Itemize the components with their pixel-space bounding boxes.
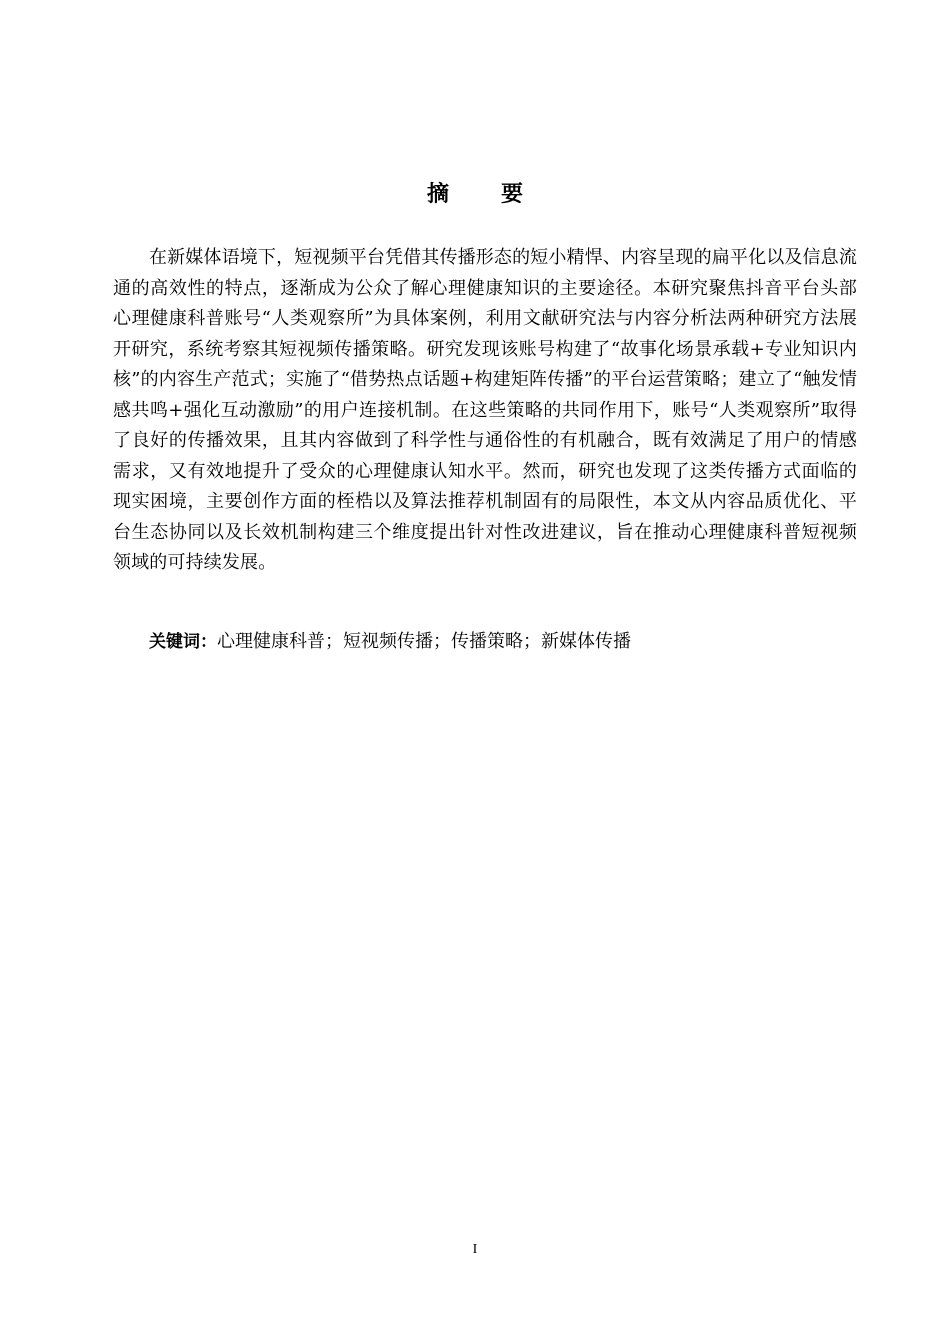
abstract-title-char-1: 摘 xyxy=(426,182,449,207)
abstract-body: 在新媒体语境下，短视频平台凭借其传播形态的短小精悍、内容呈现的扁平化以及信息流通的高效性的特点，逐渐成为公众了解心理健康知识的主要途径。本研究聚焦抖音平台头部心理健康科普账号“人类观察所”为具体案例，利用文献研究法与内容分析法两种研究方法展开研究，系统考察其短视频传播策略。研究发现该账号构建了“故事化场景承载+专业知识内核”的内容生产范式；实施了“借势热点话题+构建矩阵传播”的平台运营策略；建立了“触发情感共鸣+强化互动激励”的用户连接机制。在这些策略的共同作用下，账号“人类观察所”取得了良好的传播效果，且其内容做到了科学性与通俗性的有机融合，既有效满足了用户的情感需求，又有效地提升了受众的心理健康认知水平。然而，研究也发现了这类传播方式面临的现实困境，主要创作方面的桎梏以及算法推荐机制固有的局限性，本文从内容品质优化、平台生态协同以及长效机制构建三个维度提出针对性改进建议，旨在推动心理健康科普短视频领域的可持续发展。 xyxy=(113,247,857,573)
abstract-title xyxy=(0,180,950,210)
page-number: I xyxy=(472,1242,478,1257)
abstract-title-char-2: 要 xyxy=(501,182,524,207)
keywords-label: 关键词： xyxy=(149,632,217,652)
keywords-value: 心理健康科普；短视频传播；传播策略；新媒体传播 xyxy=(217,631,631,652)
keywords-line xyxy=(149,628,857,656)
